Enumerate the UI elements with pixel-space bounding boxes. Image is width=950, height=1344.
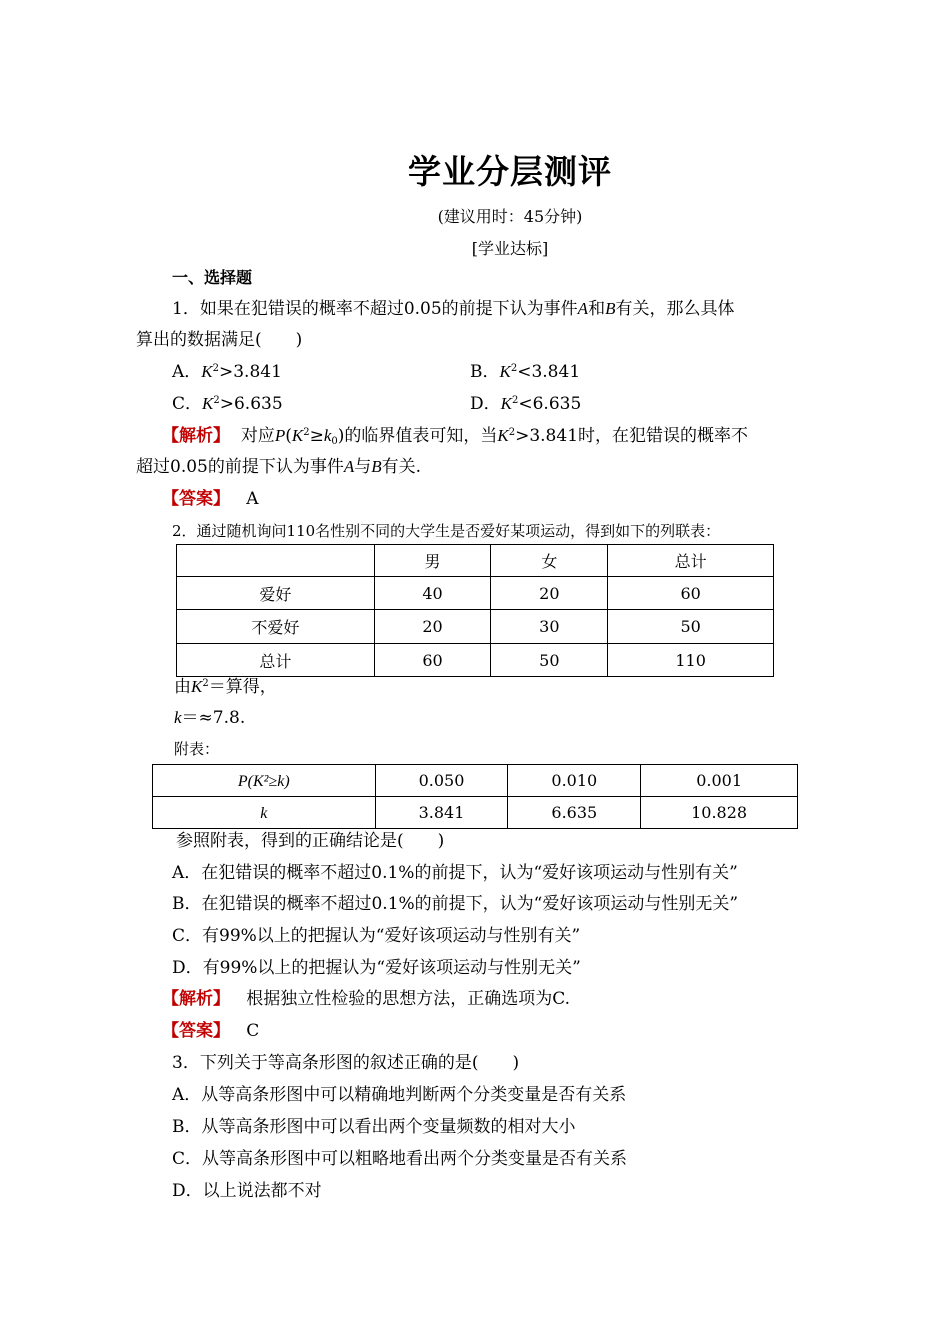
- table-cell: 不爱好: [177, 610, 375, 644]
- page-title: 学业分层测评: [408, 152, 612, 191]
- critical-row-p: [153, 765, 798, 797]
- analysis-text-end: 有关.: [381, 457, 422, 477]
- k-label: k: [260, 804, 268, 822]
- table-row: [177, 610, 774, 644]
- appendix-label: 附表：: [174, 740, 220, 758]
- option-k: K: [201, 362, 213, 381]
- q2-prompt: 参照附表，得到的正确结论是( ): [176, 831, 445, 851]
- table-cell: 60: [374, 644, 491, 677]
- q2-analysis: [162, 988, 570, 1010]
- option-value: >3.841: [219, 362, 282, 382]
- q1-analysis-line1: [162, 425, 748, 447]
- analysis-var-a: A: [343, 457, 355, 476]
- option-letter: C．: [172, 394, 203, 414]
- analysis-text: 根据独立性检验的思想方法，正确选项为C.: [246, 989, 571, 1009]
- option-letter: A．: [172, 362, 202, 382]
- analysis-text: 超过0.05的前提下认为事件: [136, 457, 344, 477]
- analysis-and: 与: [354, 457, 372, 477]
- critical-row-label: [153, 765, 376, 797]
- option-value: <6.635: [518, 394, 582, 414]
- table-header-cell: 男: [374, 545, 491, 577]
- k-value-cell: 6.635: [508, 797, 641, 829]
- table-cell: 爱好: [177, 577, 375, 610]
- analysis-k: K: [291, 426, 304, 445]
- option-letter: D．: [470, 394, 501, 414]
- k-value-cell: 10.828: [641, 797, 798, 829]
- analysis-label: 【解析】: [162, 989, 230, 1009]
- q1-analysis-line2: [136, 456, 421, 478]
- analysis-k0: k: [323, 426, 332, 445]
- option-value: <3.841: [517, 362, 581, 382]
- p-value-cell: 0.001: [641, 765, 798, 797]
- q1-var-b: B: [605, 299, 616, 318]
- table-cell: 50: [608, 610, 774, 644]
- formula-k: K: [191, 677, 203, 696]
- table-cell: 50: [491, 644, 608, 677]
- table-header-row: [177, 545, 774, 577]
- q1-option-a: [172, 361, 282, 383]
- p-label: P(K²≥k): [237, 772, 290, 790]
- q2-answer: [162, 1020, 259, 1042]
- q1-option-d: [470, 393, 581, 415]
- q2-stem: 2．通过随机询问110名性别不同的大学生是否爱好某项运动，得到如下的列联表：: [172, 522, 721, 540]
- q1-var-a: A: [577, 299, 589, 318]
- analysis-exp2: 2: [508, 427, 516, 438]
- q1-option-c: [172, 393, 283, 415]
- q2-formula-line1: [174, 676, 277, 698]
- analysis-paren: (: [285, 426, 292, 446]
- answer-value: A: [246, 489, 259, 509]
- q1-stem-line1: [172, 298, 734, 320]
- q2-option-a: A．在犯错误的概率不超过0.1%的前提下，认为“爱好该项运动与性别有关”: [172, 863, 738, 883]
- p-value-cell: 0.010: [508, 765, 641, 797]
- q1-and: 和: [588, 299, 606, 319]
- table-cell: 60: [608, 577, 774, 610]
- critical-value-table: [152, 764, 798, 829]
- q1-stem-text: 1．如果在犯错误的概率不超过0.05的前提下认为事件: [172, 299, 578, 319]
- table-cell: 20: [491, 577, 608, 610]
- q1-option-b: [470, 361, 580, 383]
- analysis-text: 对应: [240, 426, 275, 446]
- option-k: K: [499, 362, 511, 381]
- q3-stem: 3．下列关于等高条形图的叙述正确的是( ): [172, 1053, 520, 1073]
- q2-option-c: C．有99%以上的把握认为“爱好该项运动与性别有关”: [172, 926, 581, 946]
- formula-value: ＝≈7.8.: [181, 708, 246, 728]
- option-k: K: [202, 394, 214, 413]
- table-cell: 20: [374, 610, 491, 644]
- answer-label: 【答案】: [162, 489, 230, 509]
- table-cell: 30: [491, 610, 608, 644]
- k-value-cell: 3.841: [375, 797, 508, 829]
- formula-text-b: ＝算得，: [208, 677, 277, 697]
- analysis-var-b: B: [371, 457, 382, 476]
- q3-option-a: A．从等高条形图中可以精确地判断两个分类变量是否有关系: [172, 1085, 627, 1105]
- formula-k-lower: k: [174, 708, 182, 727]
- critical-row-k: [153, 797, 798, 829]
- q1-answer: [162, 488, 259, 510]
- option-letter: B．: [470, 362, 500, 382]
- analysis-p: P: [274, 426, 286, 445]
- analysis-geq: ≥: [309, 426, 324, 446]
- contingency-table: [176, 544, 774, 677]
- table-cell: 110: [608, 644, 774, 677]
- section-heading: 一、选择题: [172, 268, 253, 287]
- answer-value: C: [246, 1021, 260, 1041]
- table-cell: 总计: [177, 644, 375, 677]
- table-header-cell: 女: [491, 545, 608, 577]
- option-exp: 2: [511, 395, 519, 406]
- q3-option-c: C．从等高条形图中可以粗略地看出两个分类变量是否有关系: [172, 1149, 628, 1169]
- q1-stem-text-b: 有关，那么具体: [615, 299, 735, 319]
- formula-exp: 2: [202, 678, 209, 689]
- analysis-label: 【解析】: [162, 426, 230, 446]
- option-k: K: [500, 394, 512, 413]
- table-header-cell: 总计: [608, 545, 774, 577]
- q3-option-d: D．以上说法都不对: [172, 1181, 322, 1201]
- table-cell: 40: [374, 577, 491, 610]
- analysis-sub0: 0: [331, 436, 338, 447]
- time-suggestion: (建议用时：45分钟): [437, 207, 583, 226]
- option-value: >6.635: [219, 394, 283, 414]
- q1-stem-line2: 算出的数据满足( ): [136, 330, 303, 350]
- analysis-text-d: >3.841时，在犯错误的概率不: [515, 426, 749, 446]
- analysis-exp: 2: [303, 427, 310, 438]
- table-row: [177, 644, 774, 677]
- q3-option-b: B．从等高条形图中可以看出两个变量频数的相对大小: [172, 1117, 576, 1137]
- table-row: [177, 577, 774, 610]
- q2-formula-line2: [174, 707, 245, 729]
- analysis-k2: K: [497, 426, 509, 445]
- q2-option-b: B．在犯错误的概率不超过0.1%的前提下，认为“爱好该项运动与性别无关”: [172, 894, 739, 914]
- analysis-text-c: )的临界值表可知，当: [337, 426, 498, 446]
- section-tag: [学业达标]: [471, 239, 549, 258]
- p-value-cell: 0.050: [375, 765, 508, 797]
- critical-row-label: [153, 797, 376, 829]
- option-exp: 2: [510, 363, 518, 374]
- option-exp: 2: [212, 363, 219, 374]
- table-header-cell: [177, 545, 375, 577]
- answer-label: 【答案】: [162, 1021, 230, 1041]
- option-exp: 2: [213, 395, 220, 406]
- formula-text: 由: [174, 677, 191, 697]
- q2-option-d: D．有99%以上的把握认为“爱好该项运动与性别无关”: [172, 958, 581, 978]
